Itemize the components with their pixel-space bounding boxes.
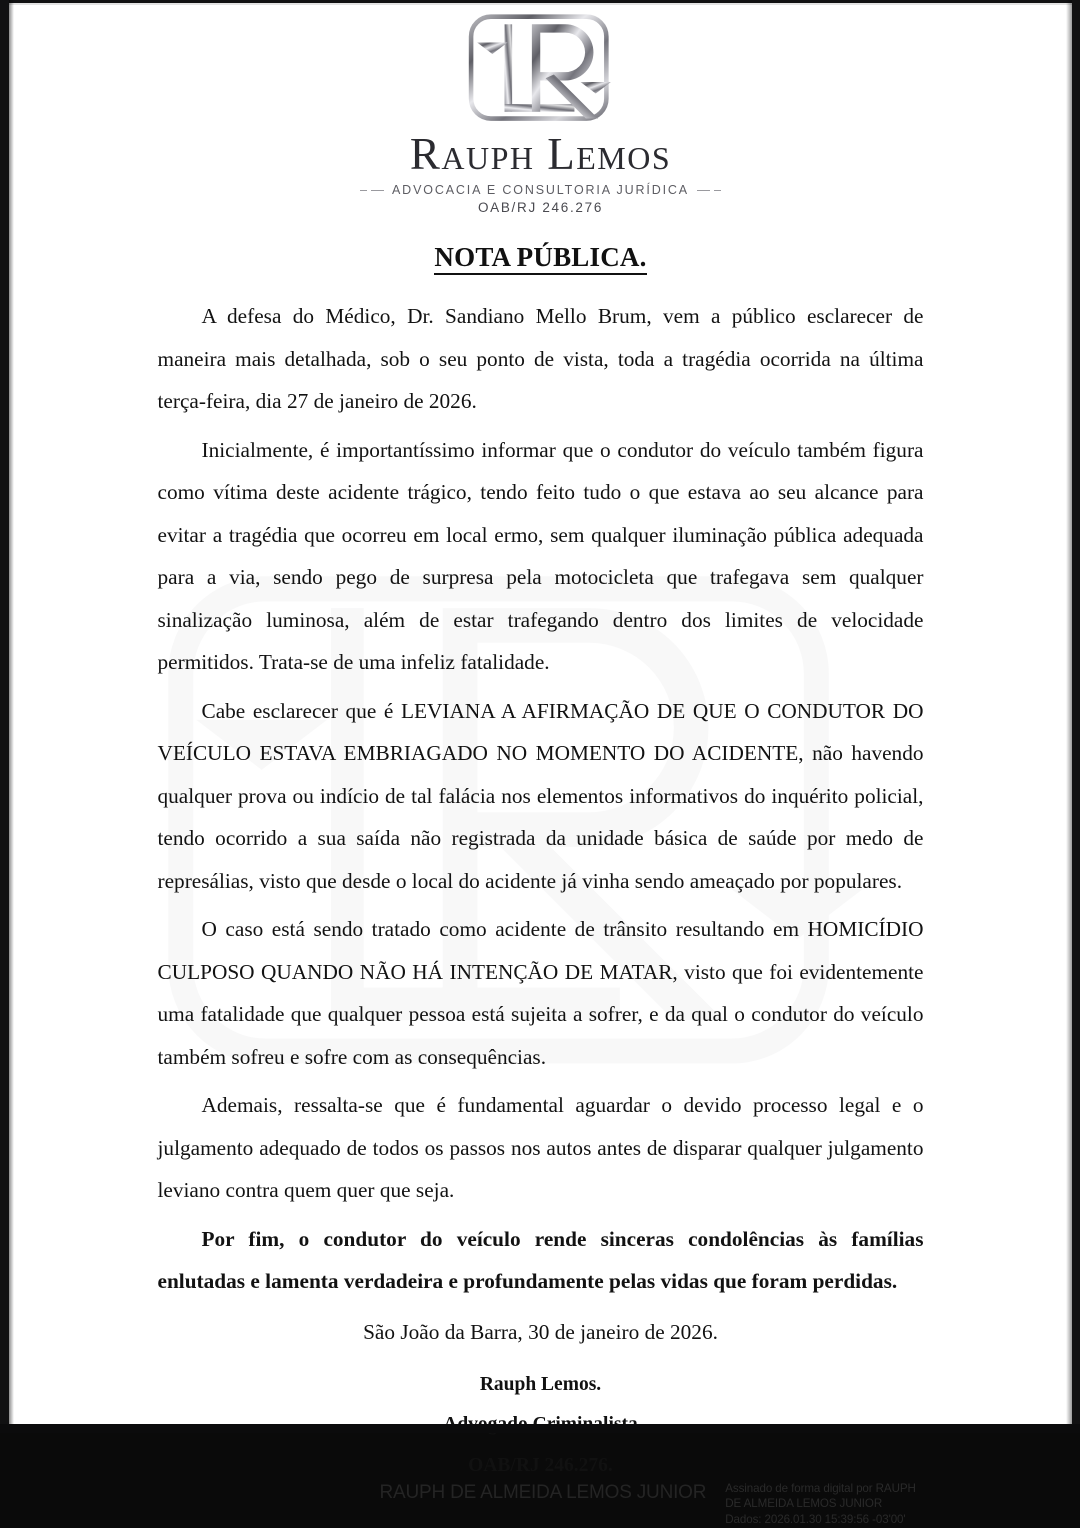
place-and-date: São João da Barra, 30 de janeiro de 2026. (363, 1319, 718, 1344)
document-page (9, 3, 1072, 1526)
scan-edge-bottom (0, 1424, 1080, 1433)
page-title (9, 242, 1072, 273)
page-title-text: NOTA PÚBLICA. (434, 242, 646, 275)
firm-tagline: ADVOCACIA E CONSULTORIA JURÍDICA (392, 183, 689, 198)
digital-signature-meta (725, 1481, 915, 1528)
digital-signature-meta-line-3: Dados: 2026.01.30 15:39:56 -03'00' (725, 1512, 906, 1526)
signatory-oab: OAB/RJ 246.276. (468, 1454, 613, 1476)
lr-monogram-scales-logo-icon (465, 9, 617, 127)
tagline-row (9, 183, 1072, 197)
firm-wordmark: Rauph Lemos (409, 129, 672, 179)
letterhead-oab-number: OAB/RJ 246.276 (477, 200, 604, 216)
paragraph-1: A defesa do Médico, Dr. Sandiano Mello Brum, vem a público esclarecer de maneira mais detalhada, sob o seu ponto de vista, toda a tragédia ocorrida na última terça-feira, dia 27 de janeiro de 2026. (157, 304, 924, 414)
paragraph-5: Ademais, ressalta-se que é fundamental aguardar o devido processo legal e o julgamento adequado de todos os passos nos autos antes de disparar qualquer julgamento leviano contra quem quer que seja. (157, 1093, 924, 1203)
closing-paragraph: Por fim, o condutor do veículo rende sinceras condolências às famílias enlutadas e lamenta verdadeira e profundamente pelas vidas que foram perdidas. (157, 1226, 924, 1294)
paragraph-4: O caso está sendo tratado como acidente de trânsito resultando em HOMICÍDIO CULPOSO QUANDO NÃO HÁ INTENÇÃO DE MATAR, visto que foi evidentemente uma fatalidade que qualquer pessoa está sujeita a sofrer, e da qual o condutor do veículo também sofreu e sofre com as consequências. (157, 917, 924, 1069)
digital-signature-signer: RAUPH DE ALMEIDA LEMOS JUNIOR (379, 1481, 707, 1503)
letterhead (9, 3, 1072, 215)
paragraph-2: Inicialmente, é importantíssimo informar que o condutor do veículo também figura como vítima deste acidente trágico, tendo feito tudo o que estava ao seu alcance para evitar a tragédia que ocorreu em local ermo, sem qualquer iluminação pública adequada para a via, sendo pego de surpresa pela motocicleta que trafegava sem qualquer sinalização luminosa, além de estar trafegando dentro dos limites de velocidade permitidos. Trata-se de uma infeliz fatalidade. (157, 437, 924, 675)
document-body (158, 273, 924, 1303)
tagline-rule-right (697, 190, 721, 191)
digital-signature-stamp (158, 1481, 924, 1528)
signatory-name: Rauph Lemos. (479, 1373, 602, 1395)
digital-signature-meta-line-1: Assinado de forma digital por RAUPH (725, 1481, 916, 1495)
digital-signature-meta-line-2: DE ALMEIDA LEMOS JUNIOR (725, 1497, 883, 1511)
paragraph-3: Cabe esclarecer que é LEVIANA A AFIRMAÇÃO DE QUE O CONDUTOR DO VEÍCULO ESTAVA EMBRIAGADO NO MOMENTO DO ACIDENTE, não havendo qualquer prova ou indício de tal falácia nos elementos informativos do inquérito policial, tendo ocorrido a sua saída não registrada da unidade básica de saúde por medo de represálias, visto que desde o local do acidente já vinha sendo ameaçado por populares. (157, 698, 924, 893)
tagline-rule-left (360, 190, 384, 191)
